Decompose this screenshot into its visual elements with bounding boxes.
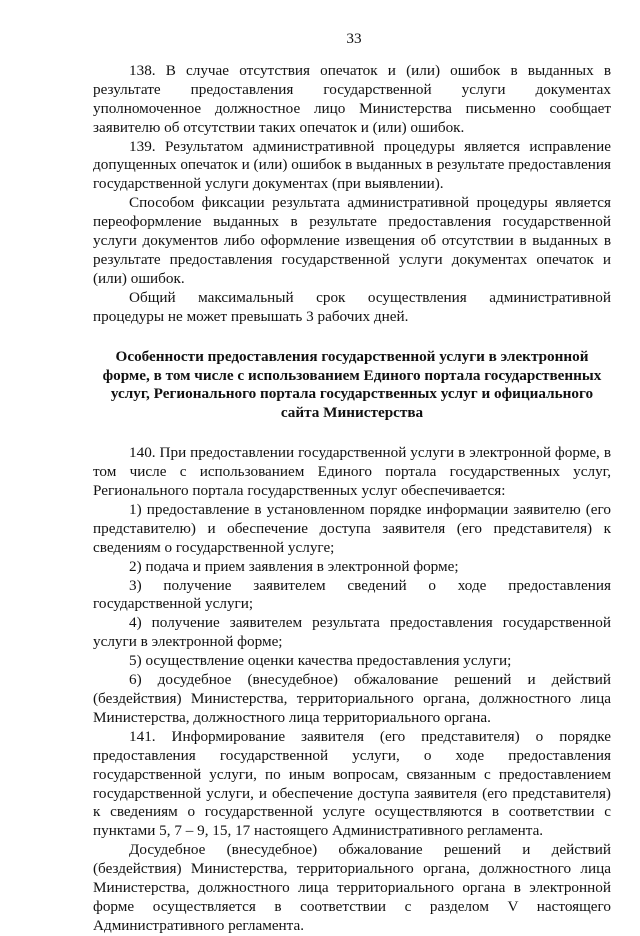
paragraph-appeal: Досудебное (внесудебное) обжалование решений и действий (бездействия) Министерства, территориального органа, должностного лица Министерства, должностного лица территориального органа в электронной форме осуществляется в соответствии с разделом V настоящего Административного регламента. (93, 841, 611, 934)
paragraph-139: 139. Результатом административной процедуры является исправление допущенных опечаток и (или) ошибок в выданных в результате предоставления государственной услуги документах (при выявлении). (93, 137, 612, 193)
list-item-6: 6) досудебное (внесудебное) обжалование решений и действий (бездействия) Министерства, территориального органа, должностного лица Министерства, должностного лица территориального органа. (93, 671, 611, 726)
list-item-5: 5) осуществление оценки качества предоставления услуги; (129, 652, 512, 670)
list-item-4: 4) получение заявителем результата предоставления государственной услуги в электронной форме; (93, 614, 611, 651)
paragraph-138: 138. В случае отсутствия опечаток и (или) ошибок в выданных в результате предоставления государственной услуги документах уполномоченное должностное лицо Министерства письменно сообщает заявителю об отсутствии таких опечаток и (или) ошибок. (93, 61, 611, 136)
page-number: 33 (346, 30, 362, 47)
paragraph-fixation-method: Способом фиксации результата административной процедуры является переоформление выданных в результате предоставления государственной услуги документов либо оформление извещения об отсутствии в выданных в результате предоставления государственной услуги документах опечаток и (или) ошибок. (93, 194, 611, 287)
paragraph-140: 140. При предоставлении государственной услуги в электронной форме, в том числе с использованием Единого портала государственных услуг, Регионального портала государственных услуг обеспечивается: (93, 444, 611, 500)
list-item-1: 1) предоставление в установленном порядке информации заявителю (его представителю) и обеспечение доступа заявителя (его представителя) к сведениям о государственной услуге; (93, 500, 611, 556)
paragraph-max-duration: Общий максимальный срок осуществления административной процедуры не может превышать 3 рабочих дней. (93, 288, 611, 325)
section-heading: Особенности предоставления государственной услуги в электронной форме, в том числе с использованием Единого портала государственных услуг, Регионального портала государственных услуг и официального сайта Министерства (102, 347, 602, 422)
paragraph-141: 141. Информирование заявителя (его представителя) о порядке предоставления государственной услуги, о ходе предоставления государственной услуги, по иным вопросам, связанным с предоставлением государственной услуги, и обеспечение доступа заявителя (его представителя) к сведениям о государственной услуге осуществляются в соответствии с пунктами 5, 7 – 9, 15, 17 настоящего Административного регламента. (93, 727, 611, 840)
document-page (93, 30, 611, 936)
list-item-3: 3) получение заявителем сведений о ходе предоставления государственной услуги; (93, 576, 611, 613)
list-item-2: 2) подача и прием заявления в электронной форме; (129, 557, 459, 575)
